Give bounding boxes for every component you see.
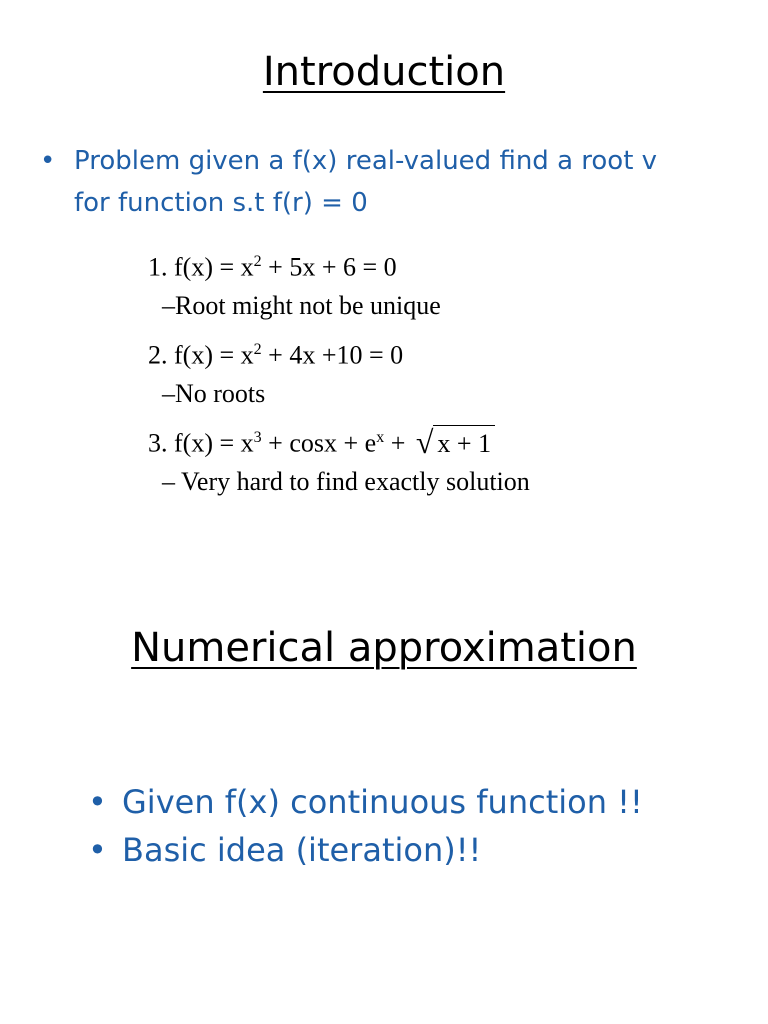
bullet-line-1: Problem given a f(x) real-valued find a root v [74,146,658,176]
title-text: Numerical approximation [131,625,637,671]
bullet-row [88,826,728,874]
bullet-line-2: for function s.t f(r) = 0 [74,188,368,218]
equation-rest-b: + [390,428,406,458]
equals-sign: = [219,252,235,282]
equation-note-3: – Very hard to find exactly solution [162,467,530,496]
equation-rest: + 4x +10 = 0 [268,340,404,370]
power-base: x [240,428,254,458]
equation-number: 2. [148,340,168,370]
radicand: x + 1 [433,425,495,462]
equation-3 [148,416,708,460]
equation-rest-a: + cosx + e [268,428,377,458]
bullet-row [88,778,728,826]
equation-1 [148,240,708,284]
exponent: 3 [253,429,262,446]
title-text: Introduction [262,49,506,95]
intro-bullet [40,140,720,224]
equation-lhs: f(x) [174,252,213,282]
bullet-text [74,140,657,224]
equation-note-2: –No roots [162,379,266,408]
exponent-e: x [376,429,385,446]
exponent: 2 [253,341,262,358]
bullet-row [40,140,720,224]
bullet-text: Given f(x) continuous function !! [122,783,643,821]
bullet-marker: • [40,146,56,176]
equation-note-1: –Root might not be unique [162,291,441,320]
equation-number: 1. [148,252,168,282]
equation-number: 3. [148,428,168,458]
bullet-marker: • [88,783,107,821]
approximation-bullets [88,778,728,874]
equals-sign: = [219,428,235,458]
equation-list [148,240,708,504]
equation-lhs: f(x) [174,340,213,370]
exponent: 2 [253,253,262,270]
page-title-introduction [0,48,768,96]
bullet-marker: • [88,831,107,869]
equation-lhs: f(x) [174,428,213,458]
bullet-text: Basic idea (iteration)!! [122,831,482,869]
square-root [412,422,495,466]
power-base: x [240,340,254,370]
page-title-numerical-approximation [0,624,768,672]
equation-rest: + 5x + 6 = 0 [268,252,397,282]
power-base: x [240,252,254,282]
equals-sign: = [219,340,235,370]
radical-icon: √ [415,423,434,460]
equation-2 [148,328,708,372]
